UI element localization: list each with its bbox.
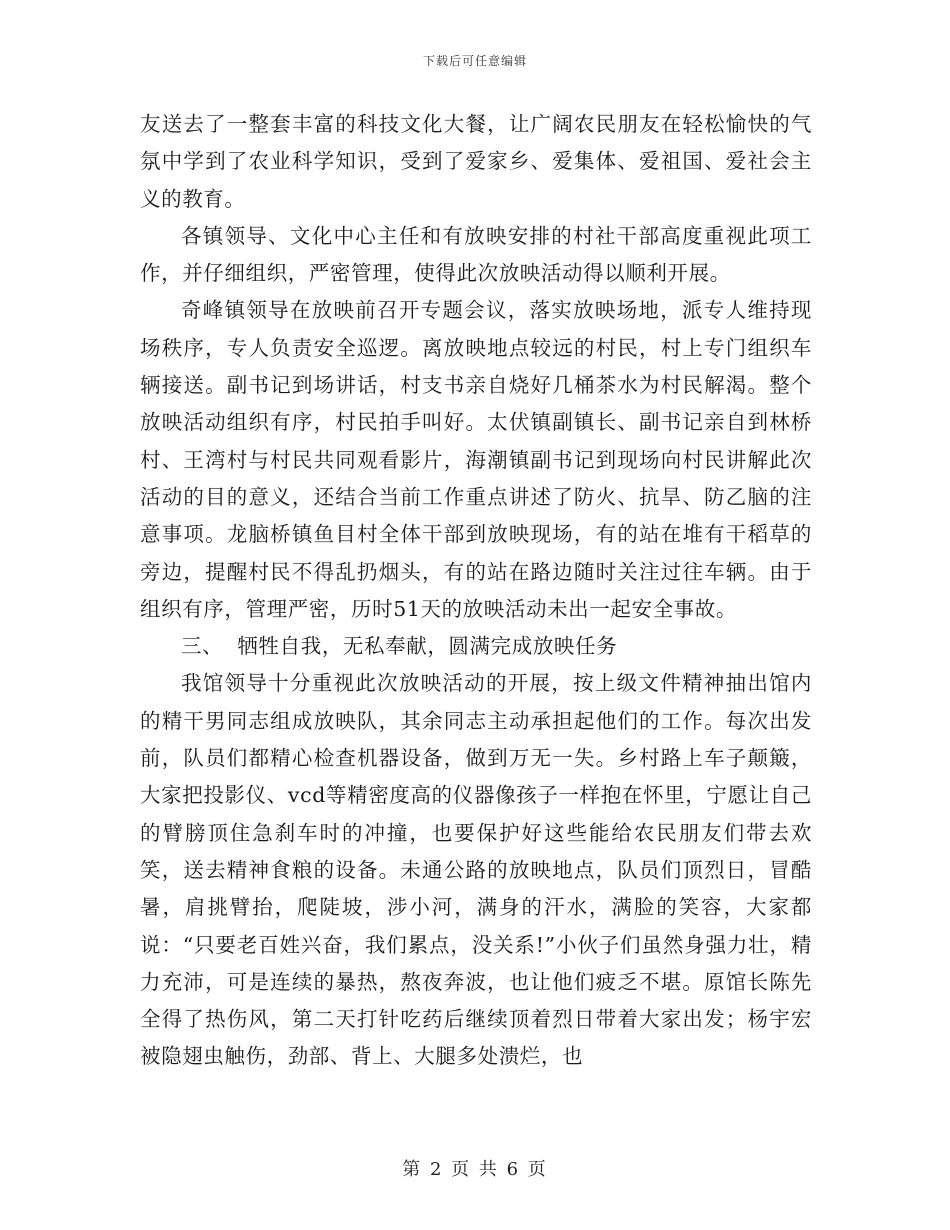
section-heading: 三、 牺牲自我，无私奉献，圆满完成放映任务 bbox=[181, 634, 618, 659]
paragraph: 我馆领导十分重视此次放映活动的开展，按上级文件精神抽出馆内的精干男同志组成放映队，其余同志主动承担起他们的工作。每次出发前，队员们都精心检查机器设备，做到万无一失。乡村路上车子颠簸，大家把投影仪、vcd等精密度高的仪器像孩子一样抱在怀里，宁愿让自己的臂膀顶住急刹车时的冲撞，也要保护好这些能给农民朋友们带去欢笑，送去精神食粮的设备。未通公路的放映地点，队员们顶烈日，冒酷暑，肩挑臂抬，爬陡坡，涉小河，满身的汗水，满脸的笑容，大家都说：“只要老百姓兴奋，我们累点，没关系!”小伙子们虽然身强力壮，精力充沛，可是连续的暴热，熬夜奔波，也让他们疲乏不堪。原馆长陈先全得了热伤风，第二天打针吃药后继续顶着烈日带着大家出发；杨宇宏被隐翅虫触伤，劲部、背上、大腿多处溃烂，也 bbox=[140, 671, 812, 1069]
paragraph: 奇峰镇领导在放映前召开专题会议，落实放映场地，派专人维持现场秩序，专人负责安全巡逻。离放映地点较远的村民，村上专门组织车辆接送。副书记到场讲话，村支书亲自烧好几桶茶水为村民解渴。整个放映活动组织有序，村民拍手叫好。太伏镇副镇长、副书记亲自到林桥村、王湾村与村民共同观看影片，海潮镇副书记到现场向村民讲解此次活动的目的意义，还结合当前工作重点讲述了防火、抗旱、防乙脑的注意事项。龙脑桥镇鱼目村全体干部到放映现场，有的站在堆有干稻草的旁边，提醒村民不得乱扔烟头，有的站在路边随时关注过往车辆。由于组织有序，管理严密，历时51天的放映活动未出一起安全事故。 bbox=[140, 298, 812, 621]
document-body bbox=[140, 106, 812, 1076]
paragraph: 各镇领导、文化中心主任和有放映安排的村社干部高度重视此项工作，并仔细组织，严密管理，使得此次放映活动得以顺利开展。 bbox=[140, 223, 812, 286]
page-header: 下载后可任意编辑 bbox=[422, 54, 527, 68]
paragraph-continuation: 友送去了一整套丰富的科技文化大餐，让广阔农民朋友在轻松愉快的气氛中学到了农业科学知识，受到了爱家乡、爱集体、爱祖国、爱社会主义的教育。 bbox=[140, 112, 812, 211]
page-footer: 第 2 页 共 6 页 bbox=[402, 1159, 548, 1180]
